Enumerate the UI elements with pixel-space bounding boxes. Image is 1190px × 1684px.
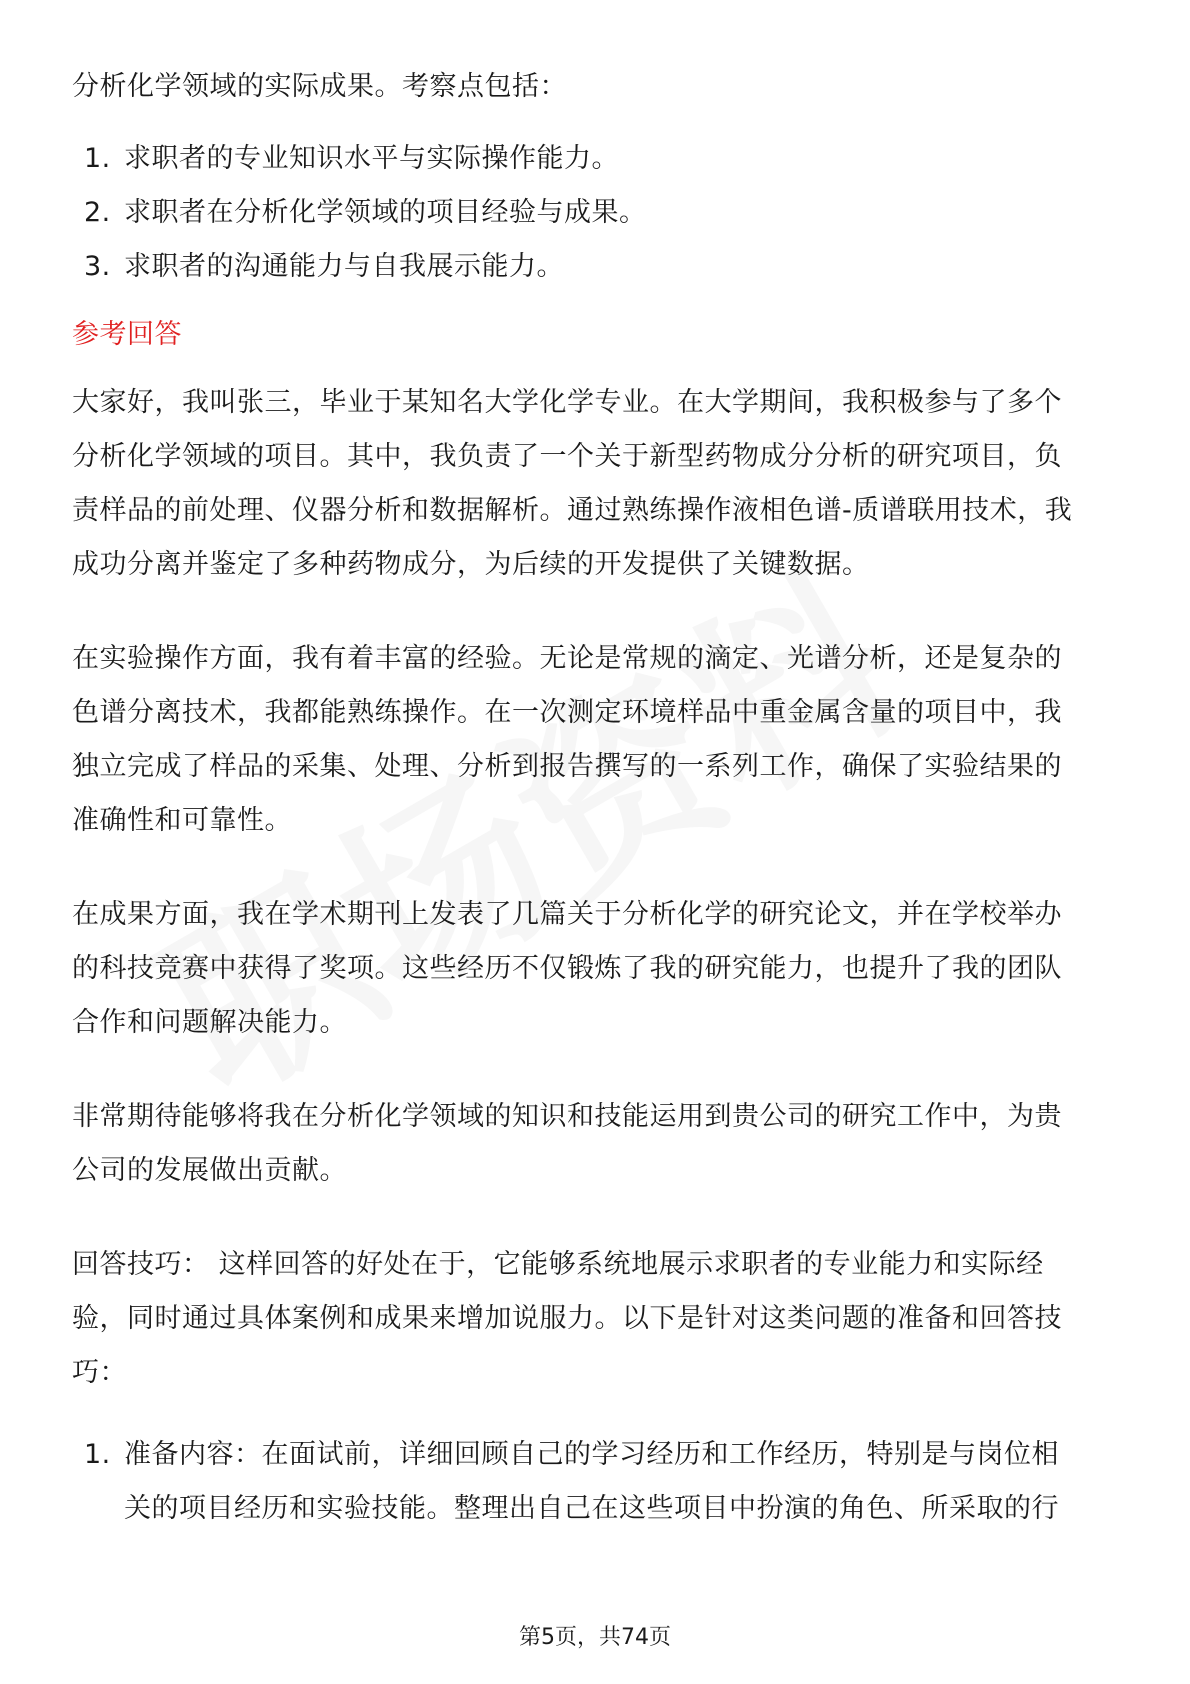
list-item-line: 准备内容：在面试前，详细回顾自己的学习经历和工作经历，特别是与岗位相 bbox=[124, 1439, 1059, 1470]
list-number: 1. bbox=[84, 143, 111, 174]
page-content bbox=[72, 58, 1122, 1538]
tips-intro-paragraph bbox=[72, 1236, 1122, 1402]
answer-paragraph bbox=[72, 630, 1122, 850]
page-footer: 第5页，共74页 bbox=[519, 1625, 671, 1650]
text-line: 在实验操作方面，我有着丰富的经验。无论是常规的滴定、光谱分析，还是复杂的 bbox=[72, 643, 1062, 674]
list-number: 2. bbox=[84, 197, 111, 228]
text-line: 大家好，我叫张三，毕业于某知名大学化学专业。在大学期间，我积极参与了多个 bbox=[72, 387, 1062, 418]
list-item-text: 求职者的沟通能力与自我展示能力。 bbox=[124, 251, 564, 282]
text-line: 验，同时通过具体案例和成果来增加说服力。以下是针对这类问题的准备和回答技 bbox=[72, 1303, 1062, 1334]
answer-paragraph bbox=[72, 886, 1122, 1052]
text-line: 回答技巧： 这样回答的好处在于，它能够系统地展示求职者的专业能力和实际经 bbox=[72, 1249, 1044, 1280]
text-line: 准确性和可靠性。 bbox=[72, 805, 292, 836]
list-item bbox=[72, 184, 1122, 242]
list-item-line: 关的项目经历和实验技能。整理出自己在这些项目中扮演的角色、所采取的行 bbox=[124, 1493, 1059, 1524]
answer-paragraph bbox=[72, 374, 1122, 594]
text-line: 非常期待能够将我在分析化学领域的知识和技能运用到贵公司的研究工作中，为贵 bbox=[72, 1101, 1062, 1132]
text-line: 在成果方面，我在学术期刊上发表了几篇关于分析化学的研究论文，并在学校举办 bbox=[72, 899, 1062, 930]
tips-list bbox=[72, 1426, 1122, 1538]
text-line: 公司的发展做出贡献。 bbox=[72, 1155, 347, 1186]
text-line: 责样品的前处理、仪器分析和数据解析。通过熟练操作液相色谱-质谱联用技术，我 bbox=[72, 495, 1073, 526]
text-line: 色谱分离技术，我都能熟练操作。在一次测定环境样品中重金属含量的项目中，我 bbox=[72, 697, 1062, 728]
answer-paragraph bbox=[72, 1088, 1122, 1200]
list-item-text: 求职者的专业知识水平与实际操作能力。 bbox=[124, 143, 619, 174]
text-line: 分析化学领域的项目。其中，我负责了一个关于新型药物成分分析的研究项目，负 bbox=[72, 441, 1062, 472]
text-line: 成功分离并鉴定了多种药物成分，为后续的开发提供了关键数据。 bbox=[72, 549, 870, 580]
assessment-points-list bbox=[72, 130, 1122, 296]
section-heading: 参考回答 bbox=[72, 319, 182, 350]
list-number: 1. bbox=[84, 1439, 111, 1470]
text-line: 巧： bbox=[72, 1357, 127, 1388]
intro-line: 分析化学领域的实际成果。考察点包括： bbox=[72, 71, 567, 102]
list-item bbox=[72, 1426, 1122, 1538]
list-item bbox=[72, 130, 1122, 188]
list-item-text: 求职者在分析化学领域的项目经验与成果。 bbox=[124, 197, 647, 228]
text-line: 的科技竞赛中获得了奖项。这些经历不仅锻炼了我的研究能力，也提升了我的团队 bbox=[72, 953, 1062, 984]
text-line: 合作和问题解决能力。 bbox=[72, 1007, 347, 1038]
list-number: 3. bbox=[84, 251, 111, 282]
text-line: 独立完成了样品的采集、处理、分析到报告撰写的一系列工作，确保了实验结果的 bbox=[72, 751, 1062, 782]
list-item bbox=[72, 238, 1122, 296]
